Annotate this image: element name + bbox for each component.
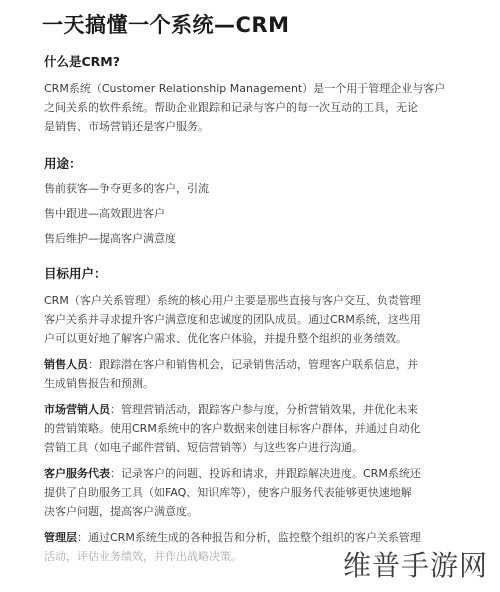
marketing-line-2: 的营销策略。使用CRM系统中的客户数据来创建目标客户群体，并通过自动化 — [44, 422, 421, 435]
heading-target-users: 目标用户： — [44, 266, 107, 281]
what-line-3: 是销售、市场营销还是客户服务。 — [44, 120, 209, 133]
users-intro-line: 户可以更好地了解客户需求、优化客户体验，并提升整个组织的业务绩效。 — [44, 332, 407, 345]
sales-label: 销售人员 — [44, 358, 88, 371]
management-line-2: 活动，评估业务绩效，并作出战略决策。 — [44, 550, 242, 563]
marketing-line-1 — [44, 401, 418, 419]
management-text-1: ：通过CRM系统生成的各种报告和分析，监控整个组织的客户关系管理 — [77, 531, 421, 544]
users-intro-line: 客户关系并寻求提升客户满意度和忠诚度的团队成员。通过CRM系统，这些用 — [44, 313, 421, 326]
marketing-text-1: ：管理营销活动，跟踪客户参与度，分析营销效果，并优化未来 — [110, 403, 418, 416]
service-line-2: 提供了自助服务工具（如FAQ、知识库等），使客户服务代表能够更快速地解 — [44, 486, 412, 499]
service-label: 客户服务代表 — [44, 467, 110, 480]
use-item: 售后维护—提高客户满意度 — [44, 232, 176, 245]
heading-uses: 用途： — [44, 156, 82, 171]
service-line-1 — [44, 465, 421, 483]
users-intro-line: CRM（客户关系管理）系统的核心用户主要是那些直接与客户交互、负责管理 — [44, 294, 421, 307]
marketing-line-3: 营销工具（如电子邮件营销、短信营销等）与这些客户进行沟通。 — [44, 441, 363, 454]
service-text-1: ：记录客户的问题、投诉和请求，并跟踪解决进度。CRM系统还 — [110, 467, 421, 480]
what-line-2: 之间关系的软件系统。帮助企业跟踪和记录与客户的每一次互动的工具，无论 — [44, 101, 418, 114]
use-item: 售前获客—争夺更多的客户，引流 — [44, 182, 209, 195]
sales-line-2: 生成销售报告和预测。 — [44, 377, 154, 390]
sales-line-1 — [44, 356, 418, 374]
marketing-label: 市场营销人员 — [44, 403, 110, 416]
service-line-3: 决客户问题，提高客户满意度。 — [44, 505, 198, 518]
sales-text-1: ：跟踪潜在客户和销售机会，记录销售活动，管理客户联系信息，并 — [88, 358, 418, 371]
what-line-1: CRM系统（Customer Relationship Management）是一个用于管理企业与客户 — [44, 82, 446, 95]
watermark-logo: 维普手游网 — [342, 549, 488, 582]
management-label: 管理层 — [44, 531, 77, 544]
page-title: 一天搞懂一个系统—CRM — [42, 13, 290, 37]
heading-what-is-crm: 什么是CRM? — [44, 54, 120, 69]
use-item: 售中跟进—高效跟进客户 — [44, 207, 165, 220]
